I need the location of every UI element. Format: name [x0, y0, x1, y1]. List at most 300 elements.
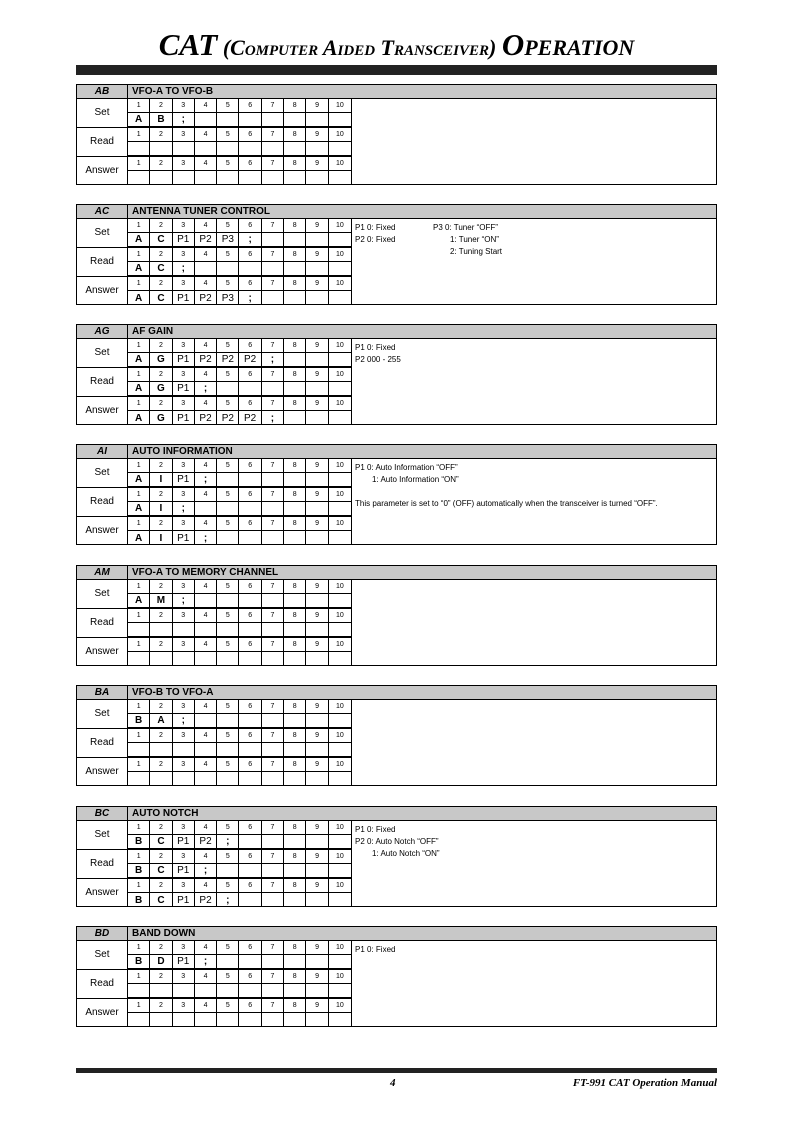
- row-label: Read: [77, 248, 128, 276]
- row-label: Set: [77, 700, 128, 728]
- command-header: [76, 685, 717, 700]
- position-number: 9: [306, 488, 328, 502]
- command-cell: [150, 984, 172, 998]
- row-label: Set: [77, 580, 128, 608]
- command-header: [76, 324, 717, 339]
- position-number: 6: [239, 879, 261, 893]
- command-cell: [173, 623, 195, 637]
- command-name: VFO-B TO VFO-A: [132, 687, 214, 698]
- row-label: Answer: [77, 397, 128, 425]
- command-cell: [329, 382, 351, 396]
- position-number: 7: [262, 970, 284, 984]
- row-label: Answer: [77, 517, 128, 545]
- position-number: 6: [239, 941, 261, 955]
- position-number: 9: [306, 368, 328, 382]
- command-cell: [128, 1013, 150, 1027]
- position-number: 9: [306, 758, 328, 772]
- position-number: 4: [195, 248, 217, 262]
- command-cell: [284, 835, 306, 849]
- command-row-answer: [77, 276, 352, 305]
- command-cell: [306, 743, 328, 757]
- position-number: 8: [284, 850, 306, 864]
- digit-grid: [128, 821, 352, 849]
- position-number: 4: [195, 488, 217, 502]
- command-cell: [329, 623, 351, 637]
- command-row-answer: [77, 516, 352, 545]
- digit-grid: [128, 580, 352, 608]
- command-cell: [329, 411, 351, 425]
- command-row-answer: [77, 878, 352, 907]
- command-cell: [195, 714, 217, 728]
- position-number: 8: [284, 277, 306, 291]
- command-cell: C: [150, 893, 172, 907]
- command-cell: [239, 743, 261, 757]
- command-cell: [262, 531, 284, 545]
- position-number: 10: [329, 700, 351, 714]
- command-cell: A: [128, 382, 150, 396]
- command-cell: [262, 984, 284, 998]
- command-cell: [284, 623, 306, 637]
- digit-grid: [128, 729, 352, 757]
- digit-grid: [128, 99, 352, 127]
- position-number: 5: [217, 580, 239, 594]
- command-row-answer: [77, 998, 352, 1027]
- command-cell: ;: [195, 473, 217, 487]
- command-cell: [217, 772, 239, 786]
- position-number: 4: [195, 941, 217, 955]
- position-number: 1: [128, 879, 150, 893]
- position-number: 1: [128, 459, 150, 473]
- command-cell: [284, 142, 306, 156]
- command-name: BAND DOWN: [132, 928, 196, 939]
- command-cell: ;: [217, 835, 239, 849]
- position-number: 4: [195, 339, 217, 353]
- command-cell: [239, 113, 261, 127]
- digit-grid: [128, 488, 352, 516]
- header-rule: [76, 65, 717, 75]
- command-cell: [239, 382, 261, 396]
- command-cell: [262, 864, 284, 878]
- position-number: 4: [195, 580, 217, 594]
- position-number: 2: [150, 700, 172, 714]
- position-number: 9: [306, 157, 328, 171]
- command-cell: ;: [217, 893, 239, 907]
- command-cell: C: [150, 864, 172, 878]
- position-number: 10: [329, 128, 351, 142]
- command-cell: [150, 743, 172, 757]
- command-row-set: [77, 99, 352, 127]
- position-number: 6: [239, 248, 261, 262]
- command-cell: [128, 171, 150, 185]
- command-block-am: [76, 565, 717, 666]
- command-cell: [128, 984, 150, 998]
- position-number: 5: [217, 368, 239, 382]
- position-number: 10: [329, 850, 351, 864]
- page-number: 4: [390, 1077, 396, 1089]
- command-body: [76, 941, 717, 1027]
- command-cell: [239, 502, 261, 516]
- command-row-set: [77, 700, 352, 728]
- command-cell: [195, 262, 217, 276]
- header-divider: [127, 325, 128, 338]
- command-cell: [128, 652, 150, 666]
- position-number: 1: [128, 157, 150, 171]
- command-cell: [306, 864, 328, 878]
- command-cell: ;: [239, 291, 261, 305]
- position-number: 9: [306, 99, 328, 113]
- command-cell: [306, 473, 328, 487]
- command-cell: P1: [173, 955, 195, 969]
- position-number: 5: [217, 128, 239, 142]
- digit-grid: [128, 157, 352, 185]
- header-divider: [127, 85, 128, 98]
- command-cell: [306, 142, 328, 156]
- position-number: 1: [128, 277, 150, 291]
- command-cell: [150, 142, 172, 156]
- position-number: 8: [284, 99, 306, 113]
- command-cell: [329, 531, 351, 545]
- command-cell: [306, 262, 328, 276]
- command-cell: ;: [195, 531, 217, 545]
- command-cell: [329, 772, 351, 786]
- command-body: [76, 580, 717, 666]
- command-row-read: [77, 127, 352, 156]
- command-name: AF GAIN: [132, 326, 174, 337]
- header-divider: [127, 566, 128, 579]
- position-number: 2: [150, 99, 172, 113]
- row-label: Set: [77, 219, 128, 247]
- command-cell: [284, 864, 306, 878]
- parameter-note: P1 0: Fixed: [355, 825, 396, 834]
- command-cell: [195, 594, 217, 608]
- position-number: 10: [329, 99, 351, 113]
- command-cell: P2: [195, 411, 217, 425]
- position-number: 1: [128, 219, 150, 233]
- command-cell: [329, 171, 351, 185]
- command-cell: I: [150, 531, 172, 545]
- command-cell: [173, 743, 195, 757]
- position-number: 6: [239, 397, 261, 411]
- digit-grid: [128, 459, 352, 487]
- position-number: 3: [173, 970, 195, 984]
- position-number: 3: [173, 397, 195, 411]
- command-cell: [262, 142, 284, 156]
- command-cell: P3: [217, 291, 239, 305]
- command-cell: P2: [195, 291, 217, 305]
- parameter-note: P1 0: Fixed: [355, 223, 396, 232]
- command-cell: ;: [262, 353, 284, 367]
- command-cell: [195, 984, 217, 998]
- position-number: 8: [284, 941, 306, 955]
- position-number: 6: [239, 459, 261, 473]
- command-cell: [217, 531, 239, 545]
- command-cell: A: [128, 291, 150, 305]
- position-number: 3: [173, 488, 195, 502]
- command-cell: D: [150, 955, 172, 969]
- command-cell: [329, 262, 351, 276]
- command-cell: P2: [239, 353, 261, 367]
- position-number: 3: [173, 368, 195, 382]
- command-cell: P2: [239, 411, 261, 425]
- command-cell: [262, 594, 284, 608]
- command-cell: ;: [173, 113, 195, 127]
- position-number: 2: [150, 339, 172, 353]
- command-body: [76, 459, 717, 545]
- digit-grid: [128, 850, 352, 878]
- command-cell: [262, 772, 284, 786]
- position-number: 9: [306, 700, 328, 714]
- command-cell: [329, 835, 351, 849]
- command-cell: [173, 652, 195, 666]
- position-number: 7: [262, 219, 284, 233]
- command-block-ab: [76, 84, 717, 185]
- command-cell: [128, 743, 150, 757]
- position-number: 8: [284, 517, 306, 531]
- position-number: 9: [306, 879, 328, 893]
- command-cell: [306, 594, 328, 608]
- position-number: 1: [128, 941, 150, 955]
- position-number: 2: [150, 970, 172, 984]
- command-cell: [284, 353, 306, 367]
- command-cell: P1: [173, 835, 195, 849]
- command-cell: [217, 714, 239, 728]
- position-number: 8: [284, 609, 306, 623]
- command-header: [76, 926, 717, 941]
- command-cell: [306, 652, 328, 666]
- command-block-ba: [76, 685, 717, 786]
- command-cell: P1: [173, 382, 195, 396]
- position-number: 3: [173, 99, 195, 113]
- position-number: 10: [329, 248, 351, 262]
- position-number: 7: [262, 850, 284, 864]
- command-row-set: [77, 821, 352, 849]
- command-cell: [217, 113, 239, 127]
- command-cell: [262, 652, 284, 666]
- position-number: 2: [150, 397, 172, 411]
- command-cell: [329, 594, 351, 608]
- position-number: 2: [150, 459, 172, 473]
- command-cell: [239, 652, 261, 666]
- command-cell: [329, 714, 351, 728]
- command-cell: ;: [195, 955, 217, 969]
- command-cell: [284, 714, 306, 728]
- command-cell: [173, 1013, 195, 1027]
- position-number: 1: [128, 700, 150, 714]
- command-cell: [217, 864, 239, 878]
- command-cell: [217, 955, 239, 969]
- command-row-set: [77, 941, 352, 969]
- command-cell: [195, 142, 217, 156]
- command-cell: [239, 835, 261, 849]
- position-number: 1: [128, 850, 150, 864]
- command-cell: [306, 623, 328, 637]
- position-number: 3: [173, 459, 195, 473]
- row-label: Read: [77, 850, 128, 878]
- position-number: 6: [239, 970, 261, 984]
- command-cell: [150, 772, 172, 786]
- position-number: 10: [329, 459, 351, 473]
- position-number: 3: [173, 248, 195, 262]
- command-code: AG: [94, 326, 110, 337]
- command-row-answer: [77, 637, 352, 666]
- command-cell: [284, 113, 306, 127]
- command-cell: [262, 835, 284, 849]
- command-body: [76, 99, 717, 185]
- position-number: 4: [195, 368, 217, 382]
- position-number: 6: [239, 580, 261, 594]
- position-number: 9: [306, 517, 328, 531]
- command-cell: [150, 1013, 172, 1027]
- position-number: 9: [306, 339, 328, 353]
- command-cell: [306, 984, 328, 998]
- position-number: 3: [173, 128, 195, 142]
- command-cell: [239, 984, 261, 998]
- command-cell: [217, 652, 239, 666]
- command-cell: ;: [262, 411, 284, 425]
- command-cell: P2: [195, 233, 217, 247]
- command-row-set: [77, 219, 352, 247]
- position-number: 2: [150, 157, 172, 171]
- position-number: 3: [173, 609, 195, 623]
- parameter-note: P1 0: Fixed: [355, 343, 396, 352]
- page-title: [0, 27, 793, 63]
- position-number: 2: [150, 609, 172, 623]
- command-cell: [217, 502, 239, 516]
- position-number: 9: [306, 850, 328, 864]
- command-cell: A: [150, 714, 172, 728]
- position-number: 3: [173, 999, 195, 1013]
- position-number: 6: [239, 277, 261, 291]
- position-number: 1: [128, 580, 150, 594]
- command-cell: [217, 262, 239, 276]
- command-cell: [173, 984, 195, 998]
- command-cell: [306, 113, 328, 127]
- position-number: 8: [284, 128, 306, 142]
- position-number: 8: [284, 157, 306, 171]
- position-number: 4: [195, 397, 217, 411]
- command-header: [76, 444, 717, 459]
- command-name: AUTO NOTCH: [132, 808, 199, 819]
- command-cell: [284, 743, 306, 757]
- command-cell: [239, 893, 261, 907]
- row-label: Answer: [77, 157, 128, 185]
- position-number: 6: [239, 128, 261, 142]
- position-number: 1: [128, 638, 150, 652]
- command-cell: ;: [195, 382, 217, 396]
- position-number: 6: [239, 368, 261, 382]
- command-cell: P1: [173, 473, 195, 487]
- command-row-answer: [77, 156, 352, 185]
- command-cell: [217, 382, 239, 396]
- command-cell: I: [150, 502, 172, 516]
- position-number: 2: [150, 277, 172, 291]
- position-number: 7: [262, 368, 284, 382]
- command-cell: [217, 594, 239, 608]
- command-cell: ;: [173, 502, 195, 516]
- command-cell: [262, 291, 284, 305]
- command-cell: ;: [239, 233, 261, 247]
- command-body: [76, 821, 717, 907]
- parameter-note: P1 0: Auto Information “OFF”: [355, 463, 458, 472]
- command-cell: ;: [173, 714, 195, 728]
- command-cell: [329, 291, 351, 305]
- command-code: BC: [94, 808, 110, 819]
- command-cell: [217, 171, 239, 185]
- command-row-read: [77, 367, 352, 396]
- position-number: 1: [128, 970, 150, 984]
- digit-grid: [128, 368, 352, 396]
- command-cell: P1: [173, 893, 195, 907]
- position-number: 3: [173, 758, 195, 772]
- title-subtitle: (Computer Aided Transceiver): [222, 35, 497, 60]
- digit-grid: [128, 879, 352, 907]
- command-cell: [262, 382, 284, 396]
- position-number: 5: [217, 999, 239, 1013]
- command-cell: ;: [173, 262, 195, 276]
- position-number: 2: [150, 999, 172, 1013]
- position-number: 7: [262, 609, 284, 623]
- command-cell: [195, 502, 217, 516]
- command-row-set: [77, 459, 352, 487]
- command-cell: [306, 502, 328, 516]
- position-number: 5: [217, 850, 239, 864]
- position-number: 6: [239, 638, 261, 652]
- digit-grid: [128, 219, 352, 247]
- command-row-set: [77, 580, 352, 608]
- command-cell: [329, 233, 351, 247]
- position-number: 7: [262, 821, 284, 835]
- command-cell: C: [150, 835, 172, 849]
- command-cell: [150, 623, 172, 637]
- command-cell: [262, 714, 284, 728]
- position-number: 9: [306, 638, 328, 652]
- command-cell: [262, 955, 284, 969]
- position-number: 2: [150, 128, 172, 142]
- command-cell: [306, 382, 328, 396]
- position-number: 7: [262, 459, 284, 473]
- digit-grid: [128, 941, 352, 969]
- command-code: AI: [97, 446, 107, 457]
- command-cell: [262, 743, 284, 757]
- position-number: 10: [329, 368, 351, 382]
- position-number: 8: [284, 879, 306, 893]
- command-cell: [284, 171, 306, 185]
- position-number: 6: [239, 219, 261, 233]
- parameter-note: P2 0: Fixed: [355, 235, 396, 244]
- position-number: 5: [217, 339, 239, 353]
- command-row-read: [77, 247, 352, 276]
- command-cell: [284, 502, 306, 516]
- command-body: [76, 700, 717, 786]
- title-cat: CAT: [158, 27, 218, 62]
- command-cell: [217, 473, 239, 487]
- position-number: 10: [329, 609, 351, 623]
- position-number: 1: [128, 99, 150, 113]
- position-number: 1: [128, 517, 150, 531]
- row-label: Answer: [77, 277, 128, 305]
- position-number: 1: [128, 609, 150, 623]
- position-number: 10: [329, 488, 351, 502]
- position-number: 3: [173, 157, 195, 171]
- command-cell: [284, 893, 306, 907]
- command-row-read: [77, 487, 352, 516]
- command-cell: P2: [217, 411, 239, 425]
- position-number: 2: [150, 850, 172, 864]
- command-cell: [217, 142, 239, 156]
- position-number: 6: [239, 99, 261, 113]
- position-number: 4: [195, 850, 217, 864]
- command-body: [76, 219, 717, 305]
